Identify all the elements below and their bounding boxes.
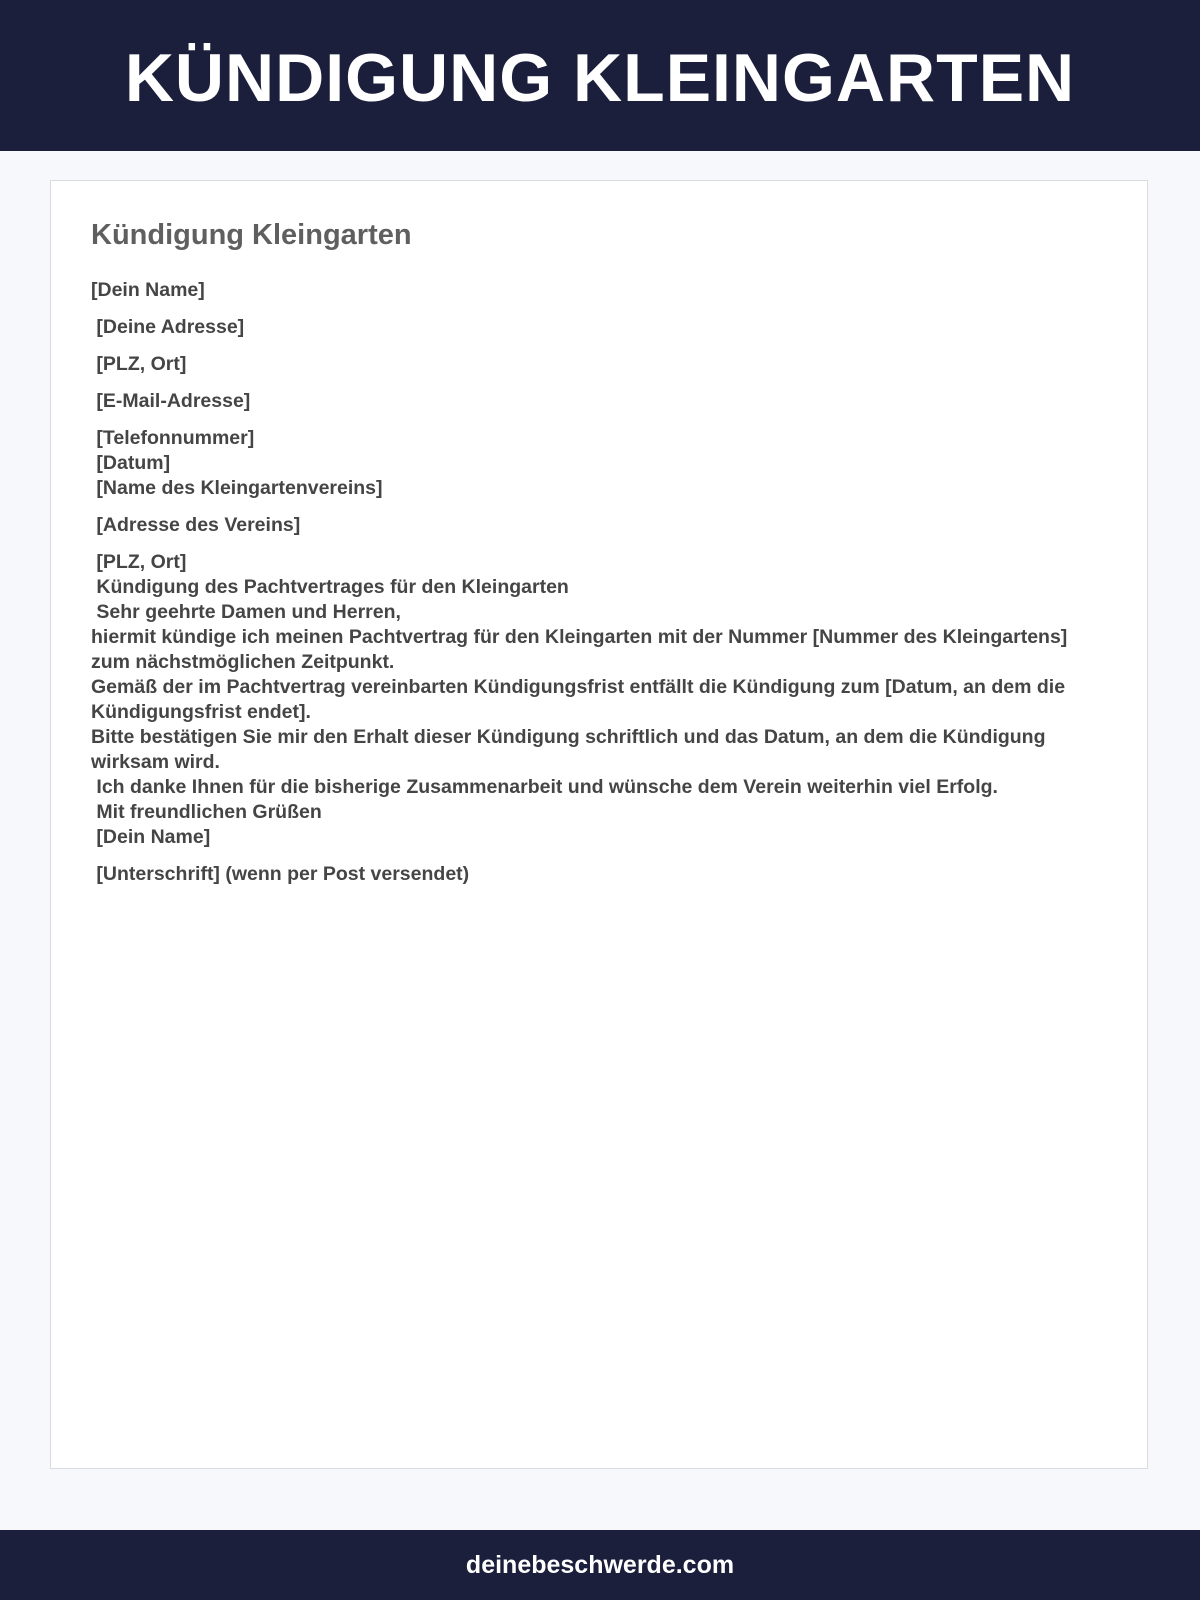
sender-phone: [Telefonnummer] (91, 427, 255, 449)
page-header (0, 0, 1200, 151)
letter-paragraph: Gemäß der im Pachtvertrag vereinbarten Kündigungsfrist entfällt die Kündigung zum [Datum, an dem die Kündigungsfrist endet]. (91, 676, 1071, 723)
sender-address: [Deine Adresse] (91, 316, 245, 338)
letter-body (91, 278, 1111, 887)
letter-paragraph: Bitte bestätigen Sie mir den Erhalt dieser Kündigung schriftlich und das Datum, an dem die Kündigung wirksam wird. (91, 726, 1051, 773)
sender-name: [Dein Name] (91, 279, 205, 301)
recipient-address: [Adresse des Vereins] (91, 514, 301, 536)
sender-email: [E-Mail-Adresse] (91, 390, 251, 412)
signature-note: [Unterschrift] (wenn per Post versendet) (91, 863, 470, 885)
letter-card (50, 180, 1148, 1469)
footer-site-link[interactable]: deinebeschwerde.com (465, 1550, 735, 1579)
letter-paragraph: Ich danke Ihnen für die bisherige Zusammenarbeit und wünsche dem Verein weiterhin viel Erfolg. (91, 776, 998, 798)
letter-subject: Kündigung des Pachtvertrages für den Kleingarten (91, 576, 569, 598)
sender-zip-city: [PLZ, Ort] (91, 353, 187, 375)
letter-date: [Datum] (91, 452, 171, 474)
recipient-name: [Name des Kleingartenvereins] (91, 477, 383, 499)
letter-closing: Mit freundlichen Grüßen (91, 801, 322, 823)
page-footer (0, 1530, 1200, 1600)
recipient-zip-city: [PLZ, Ort] (91, 551, 187, 573)
letter-paragraph: hiermit kündige ich meinen Pachtvertrag für den Kleingarten mit der Nummer [Nummer des Kleingartens] zum nächstmöglichen Zeitpunkt. (91, 626, 1073, 673)
signature-name: [Dein Name] (91, 826, 211, 848)
header-title: KÜNDIGUNG KLEINGARTEN (124, 39, 1076, 116)
document-title: Kündigung Kleingarten (91, 219, 412, 251)
letter-salutation: Sehr geehrte Damen und Herren, (91, 601, 401, 623)
